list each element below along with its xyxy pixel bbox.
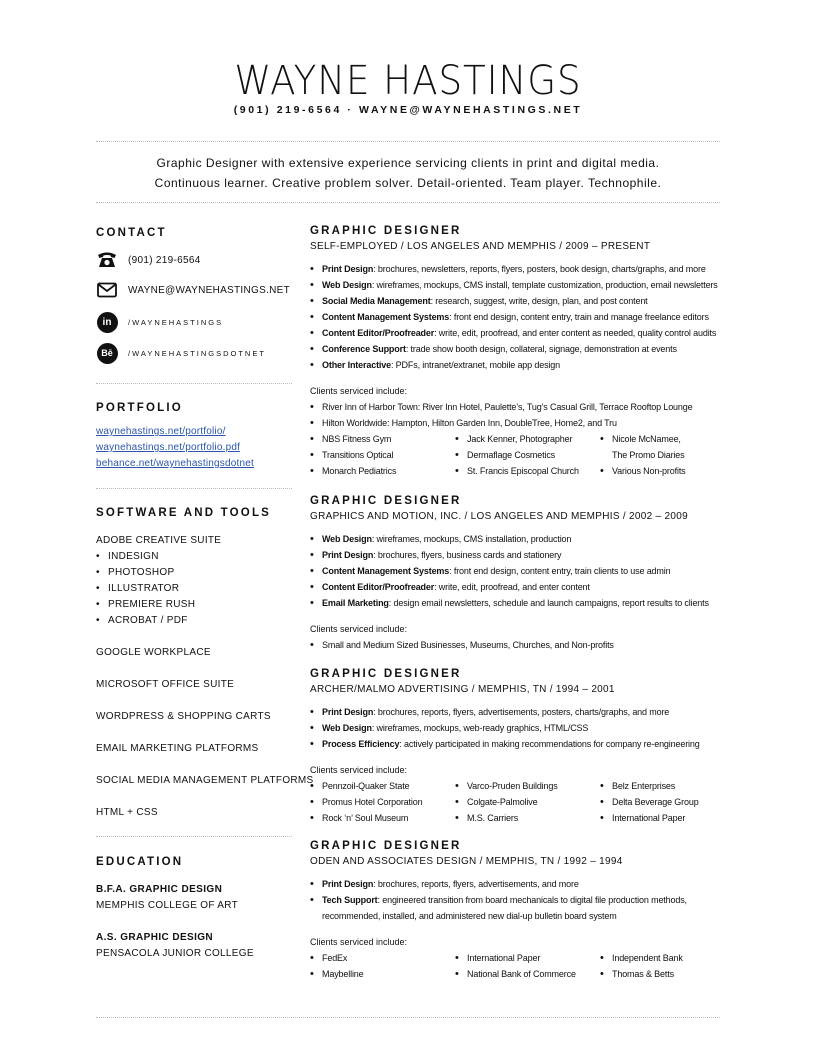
duty-text: : actively participated in making recommendations for company re-engineering	[399, 739, 700, 749]
duty-label: Tech Support	[322, 895, 378, 905]
duty-text: : wireframes, mockups, CMS install, template customization, production, email newsletters	[371, 280, 718, 290]
client-item: • Pennzoil-Quaker State	[310, 778, 455, 794]
portfolio-pdf-link[interactable]: waynehastings.net/portfolio.pdf	[96, 442, 241, 453]
duty-label: Print Design	[322, 707, 374, 717]
contact-heading: CONTACT	[96, 227, 167, 239]
duty-item	[310, 595, 730, 611]
linkedin-glyph: in	[97, 312, 118, 333]
job-company: ARCHER/MALMO ADVERTISING / MEMPHIS, TN / 1994 – 2001	[310, 684, 615, 695]
job-entry	[310, 668, 730, 826]
contact-linkedin[interactable]	[96, 311, 223, 333]
duty-text: : wireframes, mockups, web-ready graphics, HTML/CSS	[371, 723, 589, 733]
duty-label: Print Design	[322, 550, 374, 560]
job-company: SELF-EMPLOYED / LOS ANGELES AND MEMPHIS / 2009 – PRESENT	[310, 241, 651, 252]
duty-item	[310, 261, 730, 277]
duties-list	[310, 261, 730, 373]
divider	[96, 202, 720, 203]
duty-item	[310, 579, 730, 595]
education-school: MEMPHIS COLLEGE OF ART	[96, 900, 239, 911]
adobe-item: • PHOTOSHOP	[96, 565, 195, 581]
client-item: • Maybelline	[310, 966, 455, 982]
client-item: • Transitions Optical	[310, 447, 455, 463]
divider	[96, 836, 292, 837]
duty-item	[310, 876, 730, 892]
clients-label: Clients serviced include:	[310, 624, 408, 634]
client-item: • M.S. Carriers	[455, 810, 600, 826]
client-item: • Monarch Pediatrics	[310, 463, 455, 479]
summary-line: Graphic Designer with extensive experience servicing clients in print and digital media.	[156, 156, 660, 170]
duty-item	[310, 341, 730, 357]
job-company: ODEN AND ASSOCIATES DESIGN / MEMPHIS, TN / 1992 – 1994	[310, 856, 623, 867]
clients-list	[310, 399, 730, 431]
client-item: • Independent Bank	[600, 950, 730, 966]
client-item: • International Paper	[455, 950, 600, 966]
client-item: • Thomas & Betts	[600, 966, 730, 982]
header-contact-line: (901) 219-6564 · WAYNE@WAYNEHASTINGS.NET	[233, 104, 583, 116]
duty-item	[310, 357, 730, 373]
duty-label: Conference Support	[322, 344, 406, 354]
education-heading: EDUCATION	[96, 856, 184, 868]
duty-text: : front end design, content entry, train and manage freelance editors	[449, 312, 709, 322]
duty-text: : brochures, reports, flyers, advertisements, and more	[373, 879, 579, 889]
adobe-item: • PREMIERE RUSH	[96, 597, 195, 613]
client-item: • St. Francis Episcopal Church	[455, 463, 600, 479]
duty-item	[310, 736, 730, 752]
duty-text: : brochures, newsletters, reports, flyers, posters, book design, charts/graphs, and more	[373, 264, 706, 274]
duty-label: Web Design	[322, 723, 372, 733]
job-title: GRAPHIC DESIGNER	[310, 225, 462, 237]
client-item: • Delta Beverage Group	[600, 794, 730, 810]
job-entry	[310, 225, 730, 479]
divider	[96, 383, 292, 384]
duty-item	[310, 531, 730, 547]
education-degree: B.F.A. GRAPHIC DESIGN	[96, 884, 223, 895]
client-item: • Rock ‘n’ Soul Museum	[310, 810, 455, 826]
divider	[96, 1017, 720, 1018]
duty-item	[310, 720, 730, 736]
contact-phone-text: (901) 219-6564	[128, 254, 201, 266]
duty-label: Web Design	[322, 280, 372, 290]
client-item: • NBS Fitness Gym	[310, 431, 455, 447]
duty-text: : wireframes, mockups, CMS installation, production	[371, 534, 572, 544]
client-item: • Colgate-Palmolive	[455, 794, 600, 810]
duty-item	[310, 563, 730, 579]
duty-label: Social Media Management	[322, 296, 431, 306]
contact-phone	[96, 249, 201, 271]
duty-text: : research, suggest, write, design, plan, and post content	[430, 296, 648, 306]
job-title: GRAPHIC DESIGNER	[310, 668, 462, 680]
software-item: MICROSOFT OFFICE SUITE	[96, 679, 235, 690]
duty-label: Process Efficiency	[322, 739, 400, 749]
client-item: • International Paper	[600, 810, 730, 826]
client-item: • Small and Medium Sized Businesses, Museums, Churches, and Non-profits	[310, 637, 730, 653]
adobe-item: • ACROBAT / PDF	[96, 613, 195, 629]
contact-linkedin-text: /WAYNEHASTINGS	[128, 317, 224, 327]
contact-email[interactable]	[96, 279, 290, 301]
divider	[96, 141, 720, 142]
client-item: • Various Non-profits	[600, 463, 730, 479]
client-item: • Promus Hotel Corporation	[310, 794, 455, 810]
contact-behance-text: /WAYNEHASTINGSDOTNET	[128, 348, 266, 358]
summary-line: Continuous learner. Creative problem solver. Detail-oriented. Team player. Technophile.	[154, 176, 662, 190]
clients-list	[310, 637, 730, 653]
duty-item	[310, 309, 730, 325]
software-item: SOCIAL MEDIA MANAGEMENT PLATFORMS	[96, 775, 314, 786]
duty-label: Web Design	[322, 534, 372, 544]
summary	[0, 153, 816, 193]
portfolio-links	[96, 424, 254, 472]
client-item: • Hilton Worldwide: Hampton, Hilton Garden Inn, DoubleTree, Home2, and Tru	[310, 415, 730, 431]
duty-label: Content Editor/Proofreader	[322, 582, 435, 592]
email-icon	[96, 279, 118, 301]
duty-text: : write, edit, proofread, and enter content	[434, 582, 590, 592]
duty-text: : design email newsletters, schedule and launch campaigns, report results to clients	[388, 598, 709, 608]
duty-text: : write, edit, proofread, and enter content as needed, quality control audits	[434, 328, 717, 338]
client-item: • Jack Kenner, Photographer	[455, 431, 600, 447]
adobe-item: • ILLUSTRATOR	[96, 581, 195, 597]
duty-item	[310, 325, 730, 341]
clients-grid	[310, 778, 730, 826]
duty-text: : brochures, flyers, business cards and stationery	[373, 550, 562, 560]
behance-icon	[96, 342, 118, 364]
duty-label: Other Interactive	[322, 360, 391, 370]
client-item: • National Bank of Commerce	[455, 966, 600, 982]
duty-label: Content Editor/Proofreader	[322, 328, 435, 338]
duty-item	[310, 547, 730, 563]
client-item: • Belz Enterprises	[600, 778, 730, 794]
duty-label: Content Management Systems	[322, 312, 450, 322]
client-item: • FedEx	[310, 950, 455, 966]
duty-label: Content Management Systems	[322, 566, 450, 576]
education-degree: A.S. GRAPHIC DESIGN	[96, 932, 214, 943]
client-item: The Promo Diaries	[612, 450, 685, 460]
duty-label: Email Marketing	[322, 598, 389, 608]
duty-text: : trade show booth design, collateral, signage, demonstration at events	[405, 344, 677, 354]
software-heading: SOFTWARE AND TOOLS	[96, 507, 272, 519]
duties-list	[310, 531, 730, 611]
clients-label: Clients serviced include:	[310, 386, 408, 396]
resume-name: WAYNE HASTINGS	[234, 58, 582, 104]
contact-email-text: WAYNE@WAYNEHASTINGS.NET	[128, 284, 291, 296]
education-school: PENSACOLA JUNIOR COLLEGE	[96, 948, 254, 959]
software-item: EMAIL MARKETING PLATFORMS	[96, 743, 259, 754]
clients-grid	[310, 950, 730, 982]
portfolio-heading: PORTFOLIO	[96, 402, 183, 414]
phone-icon	[96, 249, 118, 271]
duty-label: Print Design	[322, 264, 374, 274]
job-entry	[310, 495, 730, 653]
duty-text: : PDFs, intranet/extranet, mobile app design	[390, 360, 560, 370]
duty-item	[310, 892, 730, 924]
clients-label: Clients serviced include:	[310, 765, 408, 775]
client-item: • Varco-Pruden Buildings	[455, 778, 600, 794]
job-company: GRAPHICS AND MOTION, INC. / LOS ANGELES AND MEMPHIS / 2002 – 2009	[310, 511, 688, 522]
client-item: • Dermaflage Cosmetics	[455, 447, 600, 463]
divider	[96, 488, 292, 489]
client-item: • River Inn of Harbor Town: River Inn Hotel, Paulette’s, Tug’s Casual Grill, Terrace Rooftop Lounge	[310, 399, 730, 415]
behance-link[interactable]: behance.net/waynehastingsdotnet	[96, 458, 254, 469]
software-item: GOOGLE WORKPLACE	[96, 647, 211, 658]
software-item: HTML + CSS	[96, 807, 158, 818]
adobe-item: • INDESIGN	[96, 549, 195, 565]
job-entry	[310, 840, 730, 982]
contact-behance[interactable]	[96, 342, 266, 364]
software-adobe: ADOBE CREATIVE SUITE	[96, 535, 222, 546]
duty-item	[310, 293, 730, 309]
software-item: WORDPRESS & SHOPPING CARTS	[96, 711, 271, 722]
duty-label: Print Design	[322, 879, 374, 889]
clients-label: Clients serviced include:	[310, 937, 408, 947]
job-title: GRAPHIC DESIGNER	[310, 840, 462, 852]
clients-grid	[310, 431, 730, 479]
duty-text: : engineered transition from board mechanicals to digital file production methods, recommended, installed, and administered new dial-up bulletin board system	[322, 895, 687, 921]
portfolio-link[interactable]: waynehastings.net/portfolio/	[96, 426, 226, 437]
adobe-list	[96, 549, 195, 629]
duty-text: : front end design, content entry, train clients to use admin	[449, 566, 671, 576]
duty-item	[310, 704, 730, 720]
client-item: • Nicole McNamee,	[600, 431, 730, 447]
duties-list	[310, 876, 730, 924]
duties-list	[310, 704, 730, 752]
job-title: GRAPHIC DESIGNER	[310, 495, 462, 507]
linkedin-icon	[96, 311, 118, 333]
behance-glyph: Bē	[97, 343, 118, 364]
duty-text: : brochures, reports, flyers, advertisements, posters, charts/graphs, and more	[373, 707, 670, 717]
duty-item	[310, 277, 730, 293]
